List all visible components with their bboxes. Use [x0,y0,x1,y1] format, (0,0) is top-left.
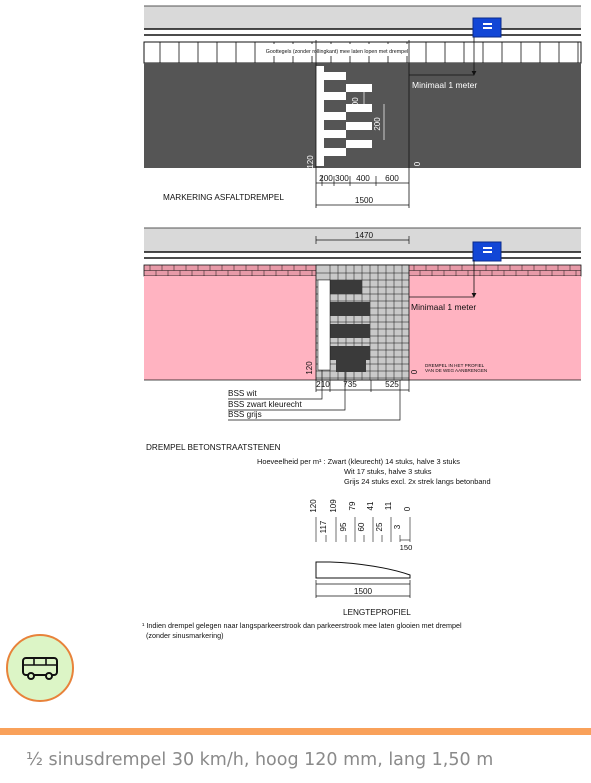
profile-h-2: 109 [329,499,338,513]
bus-badge [6,634,74,702]
dim-200-b: 200 [319,174,333,183]
profile-h-7: 25 [375,522,384,532]
footnote-line-1: ¹ Indien drempel gelegen naar langsparkeerstrook dan parkeerstrook mee laten glooien met drempel [142,621,462,630]
gutter-note: Goottegels (zonder rollingkant) mee laten lopen met drempel [265,49,409,55]
profile-h-8: 11 [384,501,393,511]
legend-bss-zwart: BSS zwart kleurecht [228,400,302,409]
quantity-line-2: Wit 17 stuks, halve 3 stuks [344,467,432,476]
profile-h-6: 41 [366,501,375,511]
profile-h-10: 0 [403,506,412,512]
dim-1470: 1470 [354,231,374,240]
orange-divider [0,728,591,735]
dim-0-top: 0 [413,161,422,167]
profile-h-1: 117 [319,520,328,534]
dim-0-bottom: 0 [410,369,419,375]
quantities [257,457,491,486]
dim-total-top: 1500 [354,196,374,205]
min-distance-bottom: Minimaal 1 meter [411,302,477,312]
bus-icon [20,654,60,682]
profile-title: LENGTEPROFIEL [343,608,411,617]
white-bricks [318,280,330,370]
dim-735: 735 [343,380,357,389]
dim-200: 200 [373,117,382,131]
footnote-line-2: (zonder sinusmarkering) [146,631,224,640]
concrete-brick-plan [144,228,581,452]
dim-120-bottom: 120 [305,361,314,375]
legend-bss-grijs: BSS grijs [228,410,262,419]
page-title: ½ sinusdrempel 30 km/h, hoog 120 mm, lang 1,50 m [26,750,494,770]
profile-h-5: 60 [357,522,366,532]
length-profile [309,499,412,617]
sidewalk-strip [144,6,581,29]
quantity-line-1: Hoeveelheid per m¹ : Zwart (kleurecht) 14 stuks, halve 3 stuks [257,457,460,466]
profile-shape [316,562,410,578]
profile-length: 1500 [353,587,373,596]
blue-sign-icon-2 [473,242,501,261]
note-profile-2: VAN DE WEG AANBRENGEN [425,368,488,373]
title-concrete-bump: DREMPEL BETONSTRAATSTENEN [146,443,281,452]
profile-h-9: 3 [393,524,402,530]
dim-525: 525 [385,380,399,389]
quantity-line-3: Grijs 24 stuks excl. 2x strek langs betonband [344,477,491,486]
title-asphalt-marking: MARKERING ASFALTDREMPEL [163,193,284,202]
dim-210: 210 [316,380,330,389]
asphalt-road [144,63,581,168]
dim-400-b: 400 [356,174,370,183]
profile-h-0: 120 [309,499,318,513]
note-profile-1: DREMPEL IN HET PROFIEL [425,363,485,368]
dim-120-top: 120 [306,155,315,169]
dim-600-b: 600 [385,174,399,183]
legend-bss-wit: BSS wit [228,389,257,398]
asphalt-marking-plan [144,6,581,208]
dim-100: 100 [351,97,360,111]
profile-step: 150 [399,543,413,552]
profile-h-3: 95 [339,522,348,532]
min-distance-top: Minimaal 1 meter [412,80,478,90]
profile-h-4: 79 [348,501,357,511]
dim-300-b: 300 [335,174,349,183]
blue-sign-icon [473,18,501,37]
